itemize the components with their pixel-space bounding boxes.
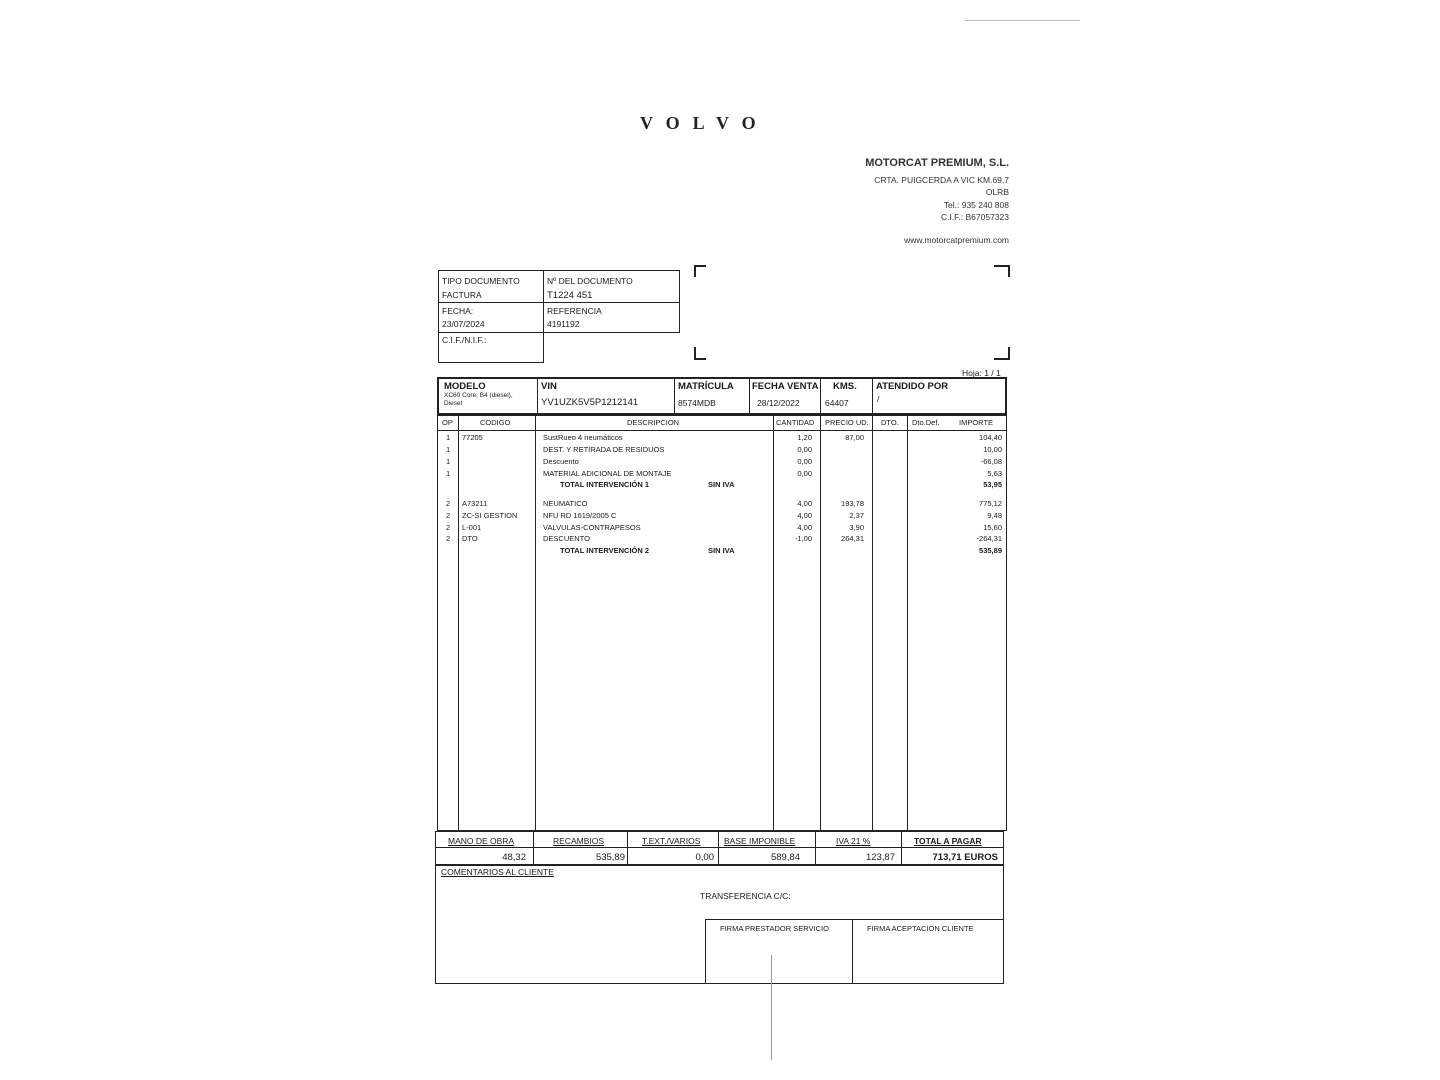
col-header-descripcion: DESCRIPCION bbox=[627, 418, 680, 427]
text-varios-label: T.EXT./VARIOS bbox=[642, 836, 701, 846]
company-city: OLRB bbox=[985, 187, 1009, 197]
line-cantidad: 1,20 bbox=[797, 433, 812, 442]
firma-cliente-label: FIRMA ACEPTACION CLIENTE bbox=[867, 924, 974, 933]
referencia-label: REFERENCIA bbox=[547, 306, 602, 316]
line-precio: 87,00 bbox=[845, 433, 864, 442]
base-imponible-value: 589,84 bbox=[770, 852, 800, 863]
company-name: MOTORCAT PREMIUM, S.L. bbox=[865, 157, 1009, 169]
base-imponible-label: BASE IMPONIBLE bbox=[724, 836, 796, 846]
col-header-dto: DTO. bbox=[881, 418, 899, 427]
mano-obra-label: MANO DE OBRA bbox=[448, 836, 515, 846]
matricula-label: MATRÍCULA bbox=[678, 381, 734, 392]
iva-value: 123,87 bbox=[865, 852, 895, 863]
line-descripcion: TOTAL INTERVENCIÓN 1 bbox=[560, 480, 650, 489]
col-header-cantidad: CANTIDAD bbox=[776, 418, 815, 427]
line-descripcion: Descuento bbox=[543, 457, 579, 466]
modelo-label: MODELO bbox=[444, 381, 486, 392]
total-pagar-value: 713,71 EUROS bbox=[932, 852, 998, 863]
mano-obra-value: 48,32 bbox=[502, 852, 526, 863]
transferencia-label: TRANSFERENCIA C/C: bbox=[700, 891, 791, 901]
line-codigo: ZC-SI GESTION bbox=[462, 511, 518, 520]
line-op: 2 bbox=[446, 523, 451, 532]
referencia-value: 4191192 bbox=[547, 319, 580, 329]
numero-documento-label: Nº DEL DOCUMENTO bbox=[547, 276, 633, 286]
total-pagar-label: TOTAL A PAGAR bbox=[914, 836, 982, 846]
cif-nif-label: C.I.F./N.I.F.: bbox=[442, 335, 487, 345]
line-descripcion: VALVULAS-CONTRAPESOS bbox=[543, 523, 641, 532]
kms-value: 64407 bbox=[825, 398, 849, 408]
line-op: 1 bbox=[446, 445, 451, 454]
company-cif: C.I.F.: B67057323 bbox=[940, 212, 1009, 222]
line-importe: -264,31 bbox=[976, 534, 1002, 543]
volvo-logo: VOLVO bbox=[640, 113, 769, 133]
company-phone: Tel.: 935 240 808 bbox=[943, 200, 1009, 210]
line-codigo: A73211 bbox=[462, 499, 488, 508]
line-cantidad: -1,00 bbox=[794, 534, 812, 543]
line-op: 1 bbox=[446, 469, 451, 478]
line-descripcion: TOTAL INTERVENCIÓN 2 bbox=[560, 546, 650, 555]
firma-prestador-label: FIRMA PRESTADOR SERVICIO bbox=[720, 924, 829, 933]
numero-documento-value: T1224 451 bbox=[547, 290, 593, 301]
line-importe: 9,48 bbox=[987, 511, 1002, 520]
line-cantidad: 4,00 bbox=[797, 523, 812, 532]
items-table bbox=[437, 415, 1007, 831]
line-codigo: DTO bbox=[462, 534, 478, 543]
line-descripcion: DESCUENTO bbox=[543, 534, 590, 543]
line-importe: 104,40 bbox=[979, 433, 1002, 442]
tipo-documento-label: TIPO DOCUMENTO bbox=[442, 276, 520, 286]
col-header-importe: IMPORTE bbox=[959, 418, 994, 427]
line-op: 2 bbox=[446, 499, 451, 508]
line-precio: 3,90 bbox=[849, 523, 864, 532]
line-precio: 2,37 bbox=[849, 511, 864, 520]
line-codigo: 77205 bbox=[462, 433, 483, 442]
modelo-value-line1: XC60 Core, B4 (diesel), bbox=[444, 392, 513, 399]
fecha-label: FECHA: bbox=[442, 306, 474, 316]
line-cantidad: 0,00 bbox=[797, 445, 812, 454]
line-descripcion: DEST. Y RETIRADA DE RESIDUOS bbox=[543, 445, 665, 454]
scan-artifact-line bbox=[965, 20, 1080, 21]
col-header-precio: PRECIO UD. bbox=[825, 418, 869, 427]
recambios-label: RECAMBIOS bbox=[553, 836, 605, 846]
comentarios-label: COMENTARIOS AL CLIENTE bbox=[441, 867, 554, 877]
line-importe: 10,00 bbox=[983, 445, 1002, 454]
fold-mark-line bbox=[771, 955, 772, 1060]
atendido-por-label: ATENDIDO POR bbox=[876, 381, 949, 392]
line-cantidad: 0,00 bbox=[797, 457, 812, 466]
line-op: 1 bbox=[446, 433, 451, 442]
line-codigo: L-001 bbox=[462, 523, 482, 532]
fecha-venta-value: 28/12/2022 bbox=[757, 398, 800, 408]
line-importe: 15,60 bbox=[983, 523, 1002, 532]
line-cantidad: 4,00 bbox=[797, 511, 812, 520]
line-cantidad: 0,00 bbox=[797, 469, 812, 478]
line-precio: 193,78 bbox=[841, 499, 864, 508]
matricula-value: 8574MDB bbox=[678, 398, 716, 408]
col-header-op: OP bbox=[442, 418, 453, 427]
vin-label: VIN bbox=[541, 381, 557, 392]
col-header-codigo: CODIGO bbox=[480, 418, 511, 427]
line-descripcion: NEUMATICO bbox=[543, 499, 588, 508]
kms-label: KMS. bbox=[833, 381, 857, 392]
line-importe: -66,08 bbox=[980, 457, 1002, 466]
tipo-documento-value: FACTURA bbox=[442, 290, 482, 300]
hoja-indicator: Hoja: 1 / 1 bbox=[962, 368, 1001, 378]
fecha-value: 23/07/2024 bbox=[442, 319, 485, 329]
iva-label: IVA 21 % bbox=[836, 836, 871, 846]
modelo-value-line2: Diesel bbox=[444, 400, 463, 407]
text-varios-value: 0,00 bbox=[695, 852, 714, 863]
line-descripcion: SustRueo 4 neumáticos bbox=[543, 433, 623, 442]
line-precio: 264,31 bbox=[841, 534, 864, 543]
line-descripcion: MATERIAL ADICIONAL DE MONTAJE bbox=[543, 469, 672, 478]
line-iva-note: SIN IVA bbox=[708, 546, 735, 555]
recambios-value: 535,89 bbox=[595, 852, 625, 863]
vin-value: YV1UZK5V5P1212141 bbox=[541, 397, 639, 408]
line-cantidad: 4,00 bbox=[797, 499, 812, 508]
line-op: 2 bbox=[446, 511, 451, 520]
line-importe: 535,89 bbox=[979, 546, 1002, 555]
atendido-por-value: / bbox=[877, 394, 880, 404]
company-web: www.motorcatpremium.com bbox=[904, 235, 1009, 245]
line-descripcion: NFU RD 1619/2005 C bbox=[543, 511, 617, 520]
line-importe: 53,95 bbox=[983, 480, 1002, 489]
fecha-venta-label: FECHA VENTA bbox=[752, 381, 819, 392]
line-importe: 775,12 bbox=[979, 499, 1002, 508]
line-op: 1 bbox=[446, 457, 451, 466]
line-importe: 5,63 bbox=[987, 469, 1002, 478]
col-header-dtodef: Dto.Def. bbox=[912, 418, 940, 427]
line-iva-note: SIN IVA bbox=[708, 480, 735, 489]
company-address: CRTA. PUIGCERDA A VIC KM.69,7 bbox=[874, 175, 1009, 185]
line-op: 2 bbox=[446, 534, 451, 543]
